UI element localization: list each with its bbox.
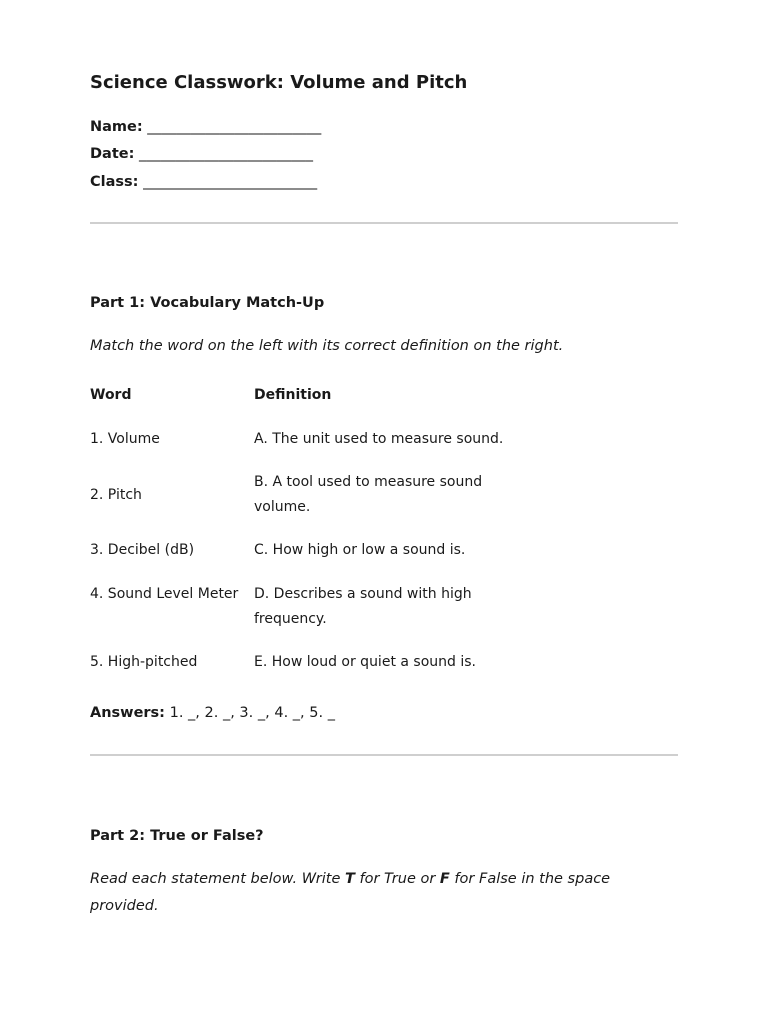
date-field [90,146,313,162]
date-blank: ________________________ [139,146,313,162]
answers-label: Answers: [90,705,165,721]
part1-instructions: Match the word on the left with its correct definition on the right. [90,338,564,354]
definition-cell: D. Describes a sound with high frequency. [254,586,472,627]
part2-instructions [90,866,678,920]
word-cell: 3. Decibel (dB) [90,542,195,558]
definition-cell: A. The unit used to measure sound. [254,431,504,447]
definition-cell: E. How loud or quiet a sound is. [254,654,476,670]
section-divider [90,222,678,224]
name-blank: ________________________ [147,119,322,135]
part2-instructions-text: for False in the space provided. [90,871,611,914]
name-field [90,119,321,135]
class-field [90,174,317,190]
definition-cell: B. A tool used to measure sound volume. [254,474,483,515]
word-cell: 4. Sound Level Meter [90,586,239,602]
answers-blanks: 1. _, 2. _, 3. _, 4. _, 5. _ [169,705,335,721]
date-label: Date: [90,146,135,162]
page-title: Science Classwork: Volume and Pitch [90,72,468,93]
part2-title: Part 2: True or False? [90,828,264,844]
section-divider [90,754,678,756]
false-letter: F [439,871,450,887]
word-cell: 2. Pitch [90,487,142,503]
definition-column-header: Definition [254,387,332,403]
class-blank: ________________________ [143,174,318,190]
part1-title: Part 1: Vocabulary Match-Up [90,295,325,311]
name-label: Name: [90,119,143,135]
definition-cell: C. How high or low a sound is. [254,542,466,558]
part2-instructions-text: for True or [354,871,440,887]
word-cell: 5. High-pitched [90,654,198,670]
answers-line [90,705,335,721]
class-label: Class: [90,174,139,190]
word-cell: 1. Volume [90,431,160,447]
true-letter: T [345,871,355,887]
part2-instructions-text: Read each statement below. Write [90,871,345,887]
word-column-header: Word [90,387,132,403]
